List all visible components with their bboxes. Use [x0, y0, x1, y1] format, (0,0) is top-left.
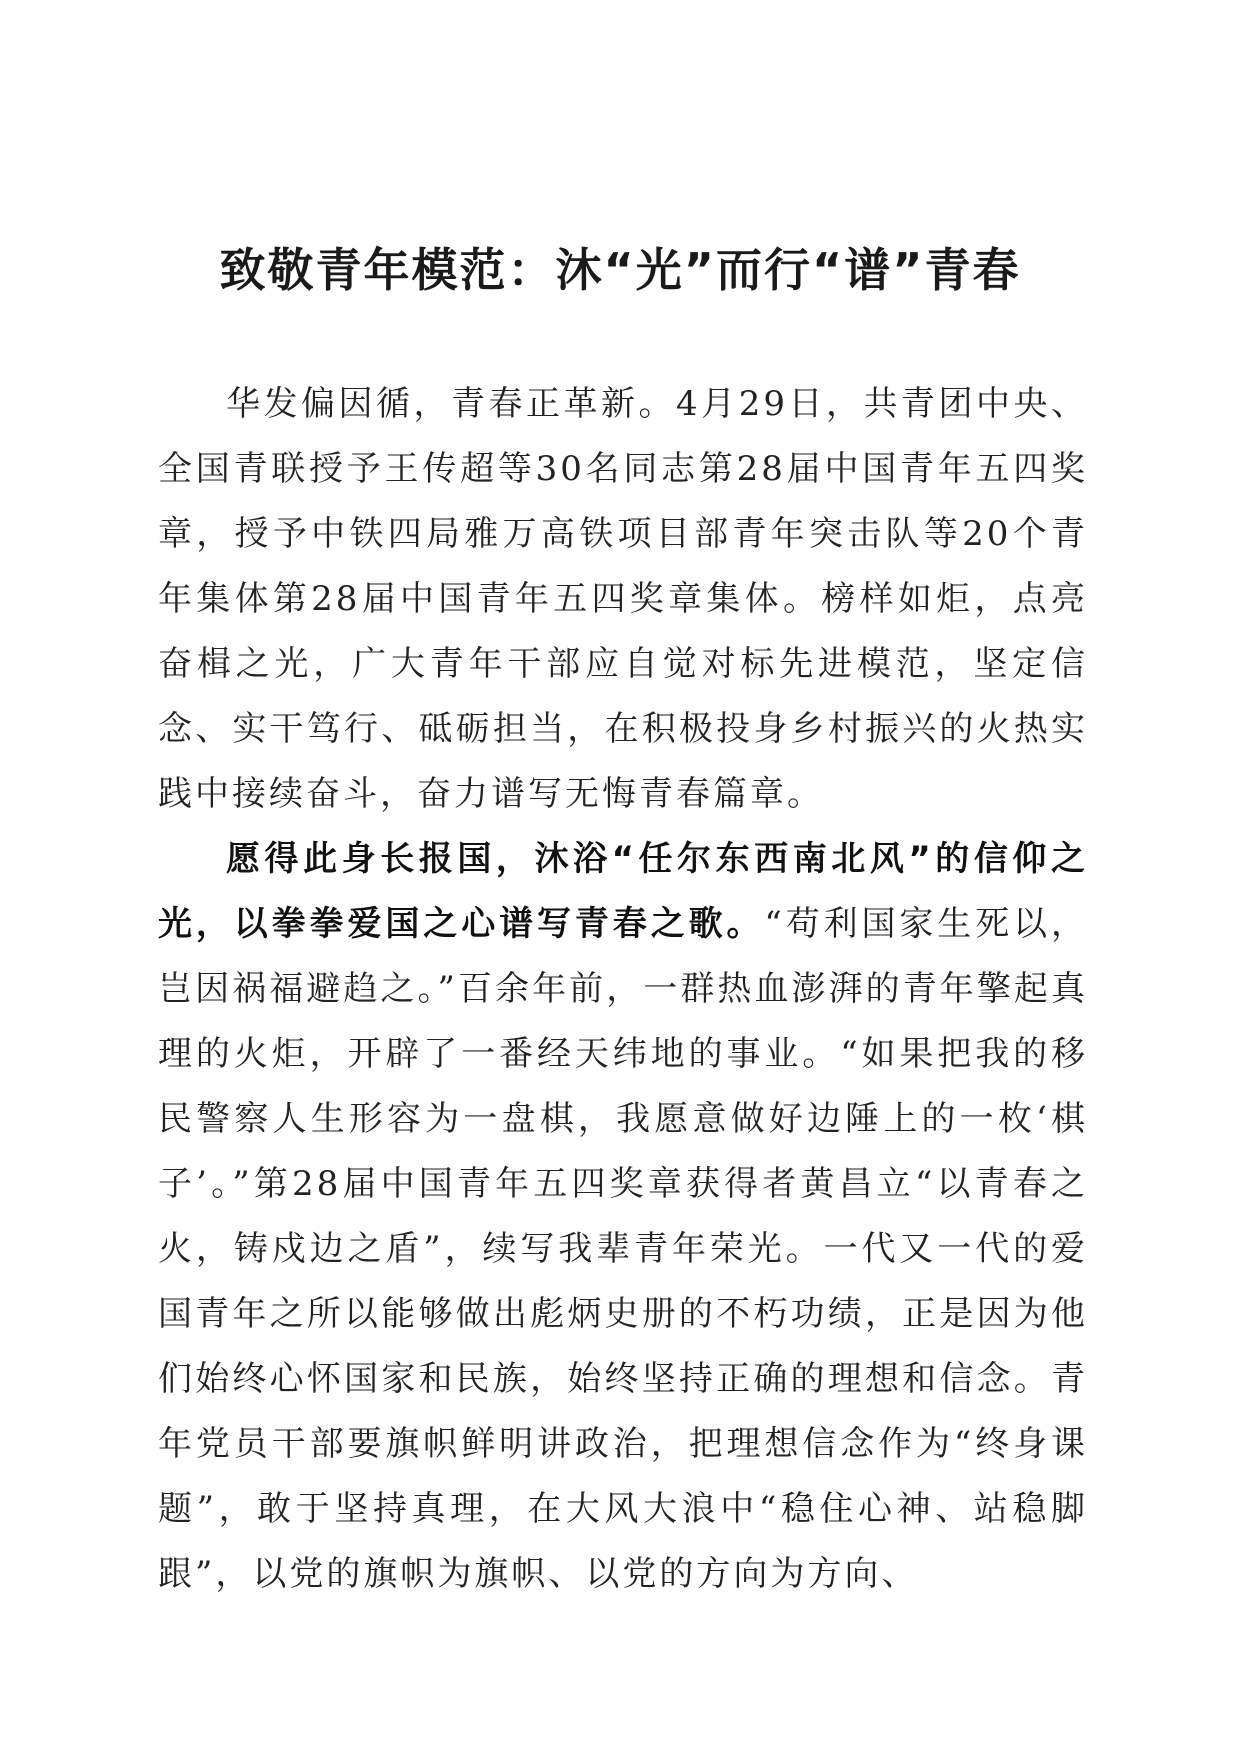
paragraph-intro-text: 华发偏因循，青春正革新。4月29日，共青团中央、全国青联授予王传超等30名同志第28届中国青年五四奖章，授予中铁四局雅万高铁项目部青年突击队等20个青年集体第28届中国青年五四奖章集体。榜样如炬，点亮奋楫之光，广大青年干部应自觉对标先进模范，坚定信念、实干笃行、砥砺担当，在积极投身乡村振兴的火热实践中接续奋斗，奋力谱写无悔青春篇章。 — [158, 384, 1088, 814]
document-body — [158, 372, 1088, 1607]
paragraph-patriotism — [158, 827, 1088, 1607]
document-title: 致敬青年模范：沐“光”而行“谱”青春 — [219, 243, 1021, 297]
paragraph-patriotism-text: “苟利国家生死以，岂因祸福避趋之。”百余年前，一群热血澎湃的青年擎起真理的火炬，开辟了一番经天纬地的事业。“如果把我的移民警察人生形容为一盘棋，我愿意做好边陲上的一枚‘棋子’。”第28届中国青年五四奖章获得者黄昌立“以青春之火，铸戍边之盾”，续写我辈青年荣光。一代又一代的爱国青年之所以能够做出彪炳史册的不朽功绩，正是因为他们始终心怀国家和民族，始终坚持正确的理想和信念。青年党员干部要旗帜鲜明讲政治，把理想信念作为“终身课题”，敢于坚持真理，在大风大浪中“稳住心神、站稳脚跟”，以党的旗帜为旗帜、以党的方向为方向、 — [158, 904, 1088, 1594]
paragraph-intro — [158, 372, 1088, 827]
paragraph-patriotism-lead: 愿得此身长报国，沐浴“任尔东西南北风”的信仰之光，以拳拳爱国之心谱写青春之歌。 — [158, 839, 1088, 944]
